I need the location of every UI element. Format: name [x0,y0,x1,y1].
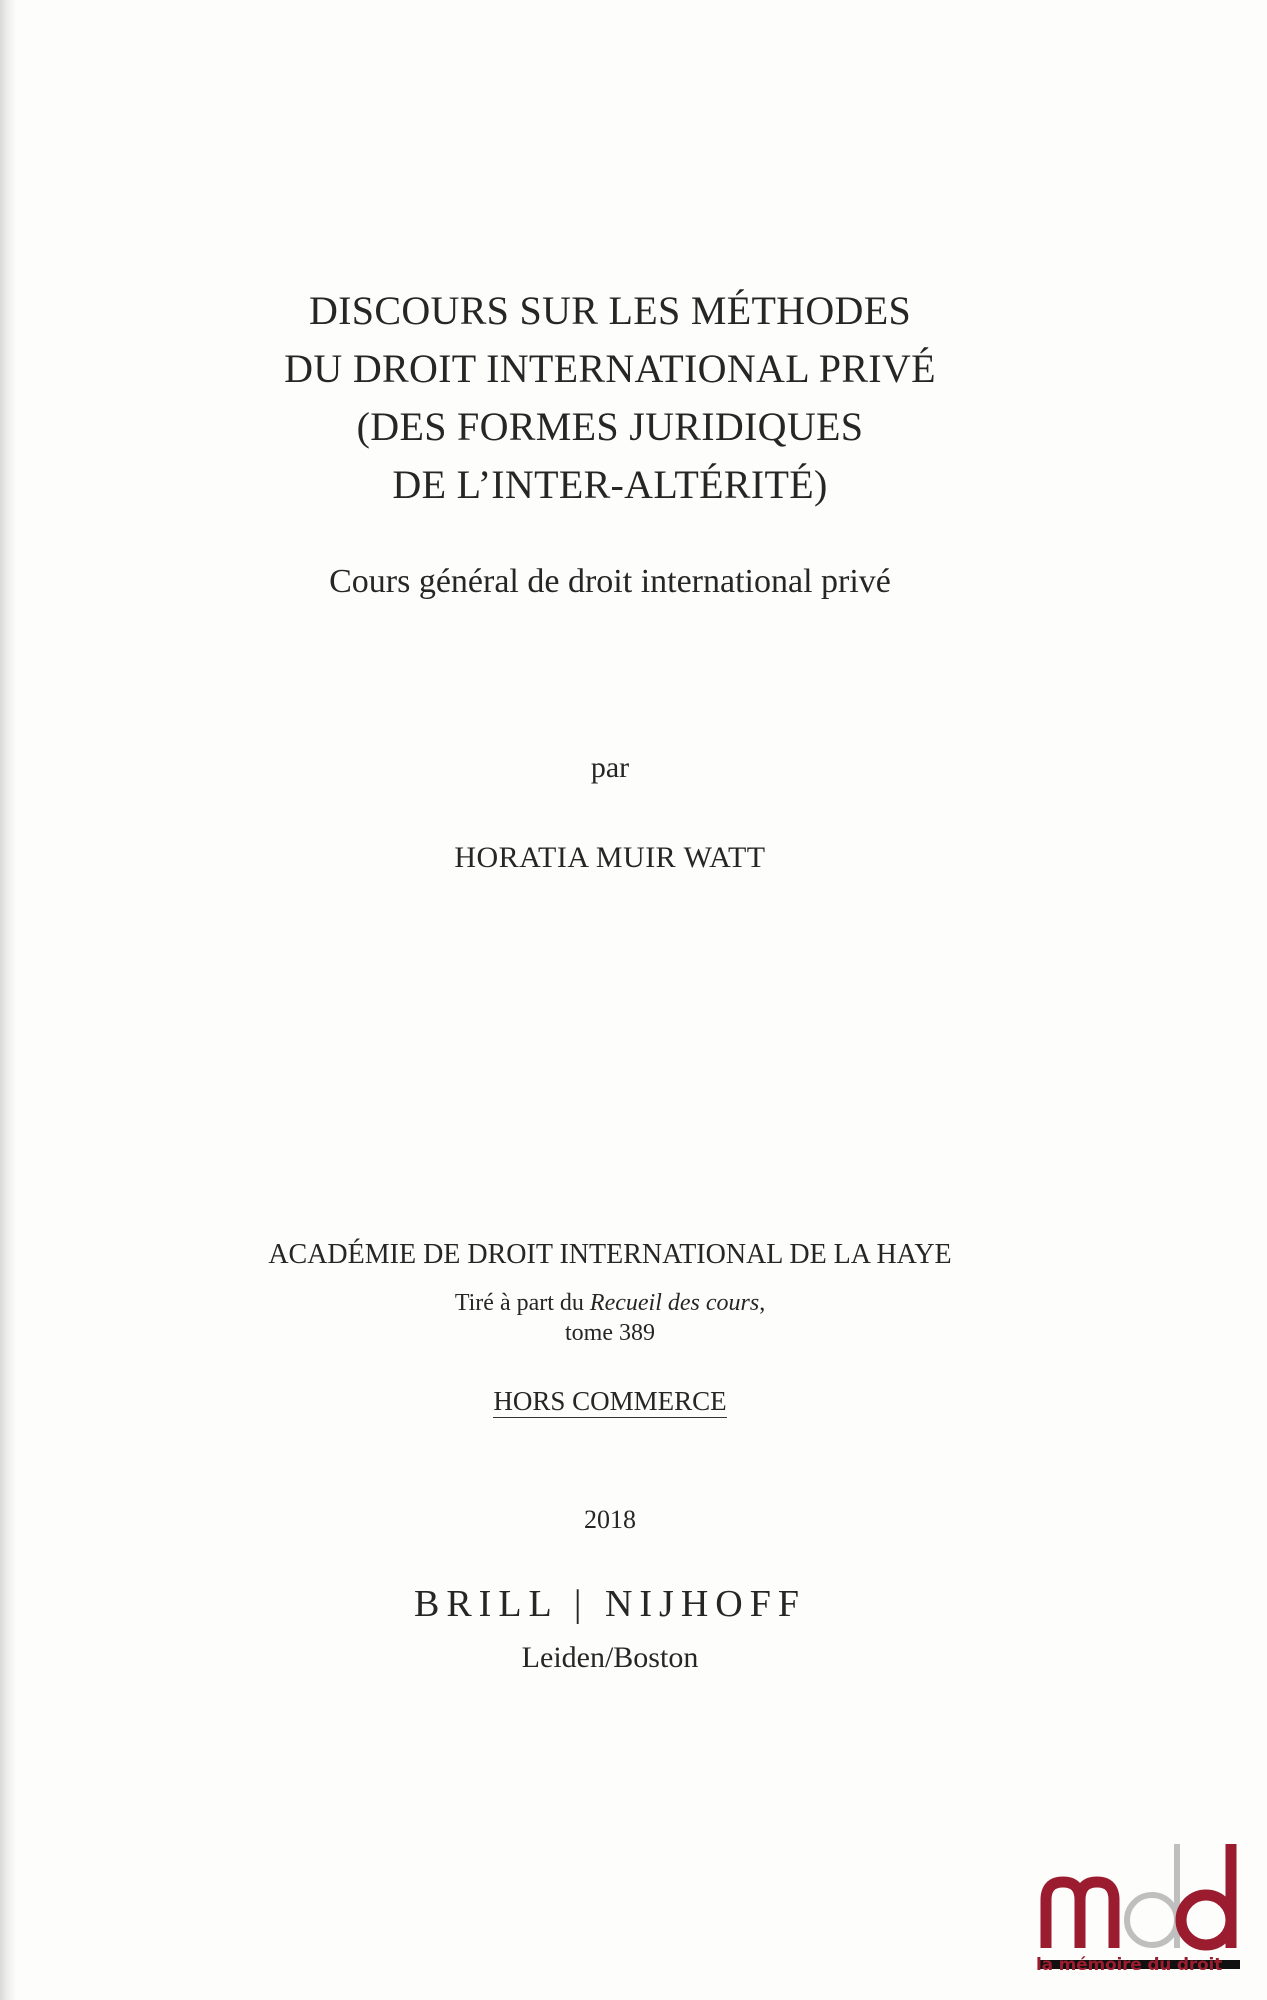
extract-note [0,1288,1220,1348]
title-line-1: DISCOURS SUR LES MÉTHODES [308,288,912,333]
watermark-caption: la mémoire du droit [1036,1955,1223,1975]
academy-name: ACADÉMIE DE DROIT INTERNATIONAL DE LA HAYE [268,1239,952,1270]
publisher-city: Leiden/Boston [521,1641,699,1674]
logo-m-left-arch [1046,1882,1080,1948]
title-line-4: DE L’INTER-ALTÉRITÉ) [392,462,828,507]
hors-commerce-label [0,1383,1220,1419]
logo-d1-bowl [1127,1895,1177,1945]
book-subtitle: Cours général de droit international privé [329,563,891,600]
logo-d2-bowl [1181,1895,1231,1945]
title-line-3: (DES FORMES JURIDIQUES [356,404,864,449]
extract-line [0,1288,1220,1318]
title-line-2: DU DROIT INTERNATIONAL PRIVÉ [284,346,936,391]
by-label: par [590,751,630,784]
author-name: HORATIA MUIR WATT [454,841,766,874]
extract-suffix: , [759,1290,766,1316]
extract-volume: tome 389 [565,1320,655,1346]
book-title [0,282,1220,514]
hors-commerce-text: HORS COMMERCE [493,1386,727,1416]
publisher-name: BRILL | NIJHOFF [413,1583,806,1625]
extract-collection: Recueil des cours [589,1290,760,1316]
publication-year: 2018 [584,1505,636,1534]
extract-prefix: Tiré à part du [454,1290,590,1316]
